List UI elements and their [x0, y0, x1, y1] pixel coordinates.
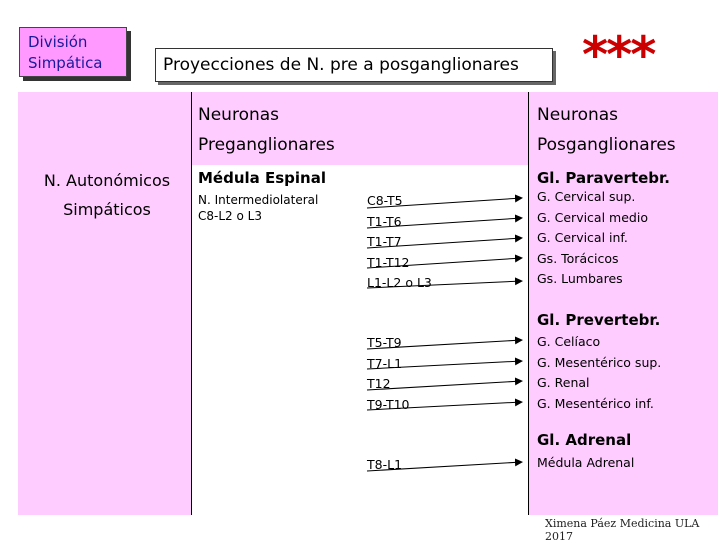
pre-header-line1: Neuronas	[198, 105, 280, 125]
post-header-line1: Neuronas	[537, 105, 619, 125]
medula-line2: C8-L2 o L3	[198, 209, 262, 223]
arrow	[367, 402, 522, 410]
target: G. Celíaco	[537, 334, 601, 349]
target: G. Cervical inf.	[537, 230, 628, 245]
segment: T1-T7	[367, 234, 402, 249]
arrow	[367, 281, 522, 288]
arrow	[367, 238, 522, 248]
segment: T1-T12	[367, 254, 410, 270]
arrow	[367, 361, 522, 369]
adrenal-target: Médula Adrenal	[537, 455, 635, 470]
arrow	[367, 340, 522, 349]
medula-line1: N. Intermediolateral	[198, 193, 319, 207]
arrow	[367, 462, 522, 471]
target: Gs. Lumbares	[537, 271, 623, 286]
target: G. Mesentérico inf.	[537, 395, 654, 411]
badge-line2: Simpática	[28, 54, 103, 72]
pre-header-line2: Preganglionares	[198, 135, 335, 155]
importance-stars: ***	[582, 26, 655, 84]
arrow	[367, 381, 522, 390]
arrow	[367, 258, 522, 268]
post-header-line2: Posganglionares	[537, 135, 676, 155]
segment: T9-T10	[367, 396, 410, 412]
badge-line1: División	[28, 33, 88, 51]
target: G. Renal	[537, 375, 590, 390]
prevertebral-title: Gl. Prevertebr.	[537, 311, 661, 329]
segment: T5-T9	[367, 335, 402, 350]
arrow	[367, 218, 522, 228]
page-title: Proyecciones de N. pre a posganglionares	[155, 48, 553, 82]
target: G. Cervical medio	[537, 209, 648, 225]
segment: T7-L1	[367, 355, 403, 371]
segment: L1-L2 o L3	[367, 275, 432, 290]
paravertebral-title: Gl. Paravertebr.	[537, 169, 670, 187]
segment: T1-T6	[367, 213, 402, 229]
side-label-line1: N. Autonómicos	[43, 171, 171, 190]
segment: C8-T5	[367, 193, 403, 208]
side-label-line2: Simpáticos	[63, 200, 151, 219]
medula-title: Médula Espinal	[198, 169, 326, 187]
segment: T12	[367, 376, 391, 391]
target: G. Cervical sup.	[537, 189, 636, 204]
credit-text: Ximena Páez Medicina ULA 2017	[545, 517, 700, 543]
adrenal-segment: T8-L1	[367, 457, 403, 472]
target: Gs. Torácicos	[537, 250, 619, 266]
arrow	[367, 198, 522, 208]
target: G. Mesentérico sup.	[537, 354, 662, 370]
adrenal-title: Gl. Adrenal	[537, 431, 632, 449]
